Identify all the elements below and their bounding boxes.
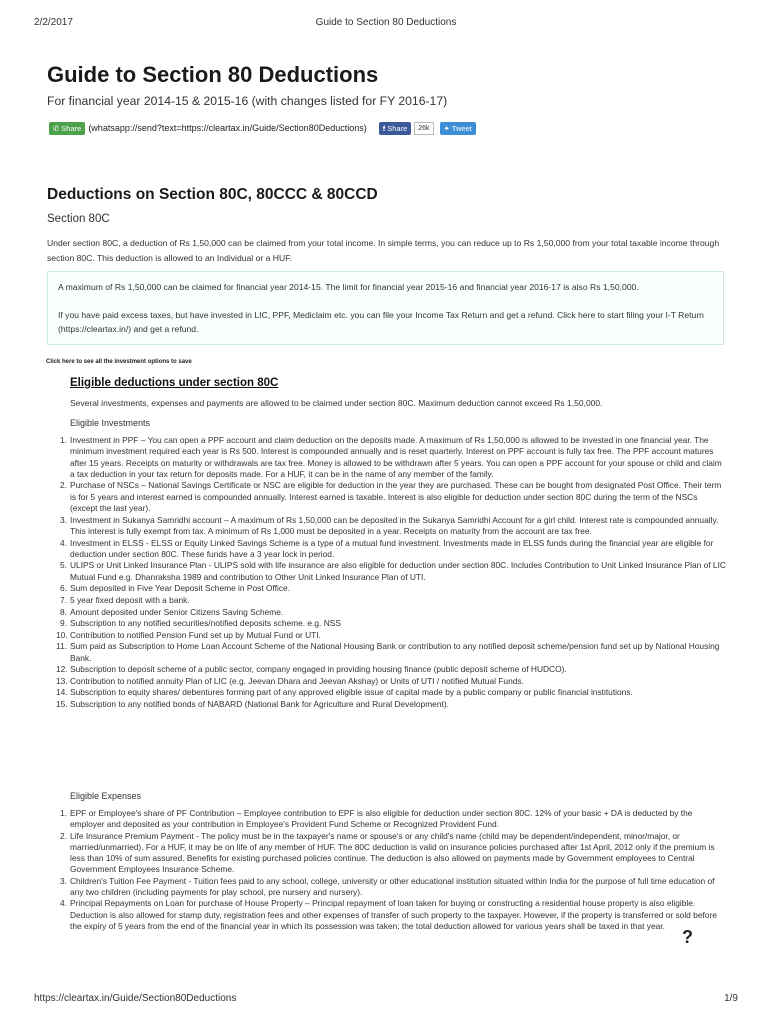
list-item: 4. Investment in ELSS - ELSS or Equity Linked Savings Scheme is a type of a mutual fund investment. Investments made in ELSS funds during the financial year are eligible for deduction under section 80C. These funds have a 3 year lock in period. [60,537,714,559]
list-item: 3. Investment in Sukanya Samridhi account – A maximum of Rs 1,50,000 can be deposited in the Sukanya Samridhi Account for a girl child. Interest rate is compounded annually. This interest is fully exempt from tax. A minimum of Rs 1,000 must be deposited in a year. Receipts on maturity from the account are tax free. [60,514,719,536]
list-item: 1. EPF or Employee's share of PF Contribution – Employee contribution to EPF is also eligible for deduction under section 80C. 12% of your basic + DA is deducted by the employer and deposited as your contribution in Employee's Provident Fund Scheme or Recognized Provident Fund. [60,808,693,830]
list-item: 1. Investment in PPF – You can open a PPF account and claim deduction on the deposits made. A maximum of Rs 1,50,000 is allowed to be invested in one financial year. The minimum investment required each year is Rs 500. Interest is compounded annually and is reset quarterly. Interest on PPF account is fully tax free. The PPF account matures after 15 years. Receipts on maturity or withdrawals are tax free. Money is allowed to be withdrawn after 5 years. You can open a PPF account for your spouse or child and claim a tax deduction in your tax return for deposits made. For a HUF, it can be in the name of any member of the family. [60,435,722,479]
list-item: 2. Purchase of NSCs – National Savings Certificate or NSC are eligible for deduction in the year they are purchased. These can be bought from designated Post Office. Their term is for 5 years and interest earned is compounded annually. Interest earned is taxable. Interest is also eligible for deduction under section 80C during the term of the NSCs (except the last year). [60,480,722,514]
info-box-limit: A maximum of Rs 1,50,000 can be claimed for financial year 2014-15. The limit for financial year 2015-16 and financial year 2016-17 is also Rs 1,50,000. [58,282,639,292]
page-title: Guide to Section 80 Deductions [47,62,379,87]
tweet-button[interactable] [440,122,476,135]
whatsapp-share-button[interactable] [49,122,85,135]
facebook-share-count: 26k [414,122,433,135]
list-item: 7. 5 year fixed deposit with a bank. [60,594,190,605]
nav-remnant: · · · · · · [60,34,524,41]
print-url: https://cleartax.in/Guide/Section80Deductions [34,993,237,1004]
investments-list [56,435,726,711]
info-box [47,271,724,345]
share-row [49,121,476,135]
whatsapp-share-label: Share [61,123,82,133]
page-subtitle: For financial year 2014-15 & 2015-16 (with changes listed for FY 2016-17) [47,94,448,108]
list-item: 6. Sum deposited in Five Year Deposit Scheme in Post Office. [60,583,291,594]
list-item: 12. Subscription to deposit scheme of a public sector, company engaged in providing housing finance (public deposit scheme of HUDCO). [56,664,567,675]
list-item: 3. Children's Tuition Fee Payment - Tuition fees paid to any school, college, university or other educational institution situated within India for the purpose of full time education of any two children (including payments for play school, pre nursery and nursery). [60,875,715,898]
section-subheading: Section 80C [47,213,110,225]
list-item: 10. Contribution to notified Pension Fund set up by Mutual Fund or UTI. [56,629,321,640]
expenses-list [56,808,726,932]
list-item: 5. ULIPS or Unit Linked Insurance Plan - ULIPS sold with life insurance are also eligible for deduction under section 80C. Includes Contribution to Unit Linked Insurance Plan of LIC Mutual Fund e.g. Dhanraksha 1989 and contribution to Other Unit Linked Insurance Plan of UTI. [60,560,726,582]
twitter-icon: ✦ [443,123,450,133]
list-item: 9. Subscription to any notified securities/notified deposits scheme. e.g. NSS [60,618,341,629]
info-box-refund[interactable]: If you have paid excess taxes, but have invested in LIC, PPF, Mediclaim etc. you can file your Income Tax Return and get a refund. Click here to start filing your I-T Return (https://cleartax.in/) and get a refund. [58,310,704,334]
eligible-deductions-intro: Several investments, expenses and payments are allowed to be claimed under section 80C. Maximum deduction cannot exceed Rs 1,50,000. [70,398,603,408]
list-item: 8. Amount deposited under Senior Citizens Saving Scheme. [60,606,284,617]
list-item: 14. Subscription to equity shares/ debentures forming part of any approved eligible issue of capital made by a public company or public financial institutions. [56,687,633,698]
facebook-share-label: Share [387,123,408,133]
facebook-icon: f [382,123,386,133]
print-page-number: 1/9 [724,993,738,1004]
list-item: 15. Subscription to any notified bonds of NABARD (National Bank for Agriculture and Rural Development). [56,698,449,709]
tweet-label: Tweet [451,123,472,133]
facebook-share-button[interactable] [379,122,412,135]
eligible-expenses-heading: Eligible Expenses [70,791,142,801]
print-title: Guide to Section 80 Deductions [315,17,457,28]
print-date: 2/2/2017 [34,17,73,28]
investment-options-link[interactable]: Click here to see all the investment options to save [46,359,192,365]
list-item: 13. Contribution to notified annuity Plan of LIC (e.g. Jeevan Dhara and Jeevan Akshay) or Units of UTI / notified Mutual Funds. [56,675,524,686]
whatsapp-icon: ✆ [53,123,60,133]
section-heading: Deductions on Section 80C, 80CCC & 80CCD [47,186,378,203]
help-question-icon[interactable]: ? [682,927,693,947]
list-item: 4. Principal Repayments on Loan for purchase of House Property – Principal repayment of loan taken for buying or constructing a residential house property is also eligible. Deduction is also allowed for stamp duty, registration fees and other expenses of transfer of such property to the taxpayer. However, if the property is transferred or sold before the expiry of 5 years from the end of the financial year in which its possession was taken; the total deduction allowed for various years shall be taxed in that year. [60,898,717,931]
eligible-deductions-heading: Eligible deductions under section 80C [70,377,279,389]
intro-paragraph: Under section 80C, a deduction of Rs 1,50,000 can be claimed from your total income. In simple terms, you can reduce up to Rs 1,50,000 from your total taxable income through section 80C. This deduction is allowed to an Individual or a HUF. [47,238,720,263]
list-item: 2. Life Insurance Premium Payment - The policy must be in the taxpayer's name or spouse's or any child's name (child may be dependent/independent, minor/major, or married/unmarried). For a HUF, it may be on life of any member of HUF. The 80C deduction is valid on insurance policies purchased after 1st April, 2012 only if the premium is less than 10% of sum assured. Benefits for existing purchased policies continue. The deduction is also allowed on payments made by Government employees to Central Government Employees Insurance Scheme. [60,830,715,875]
whatsapp-link[interactable]: (whatsapp://send?text=https://cleartax.in/Guide/Section80Deductions) [88,123,367,133]
eligible-investments-heading: Eligible Investments [70,418,151,428]
list-item: 11. Sum paid as Subscription to Home Loan Account Scheme of the National Housing Bank or contribution to any notified deposit scheme/pension fund set up by National Housing Bank. [56,641,720,663]
